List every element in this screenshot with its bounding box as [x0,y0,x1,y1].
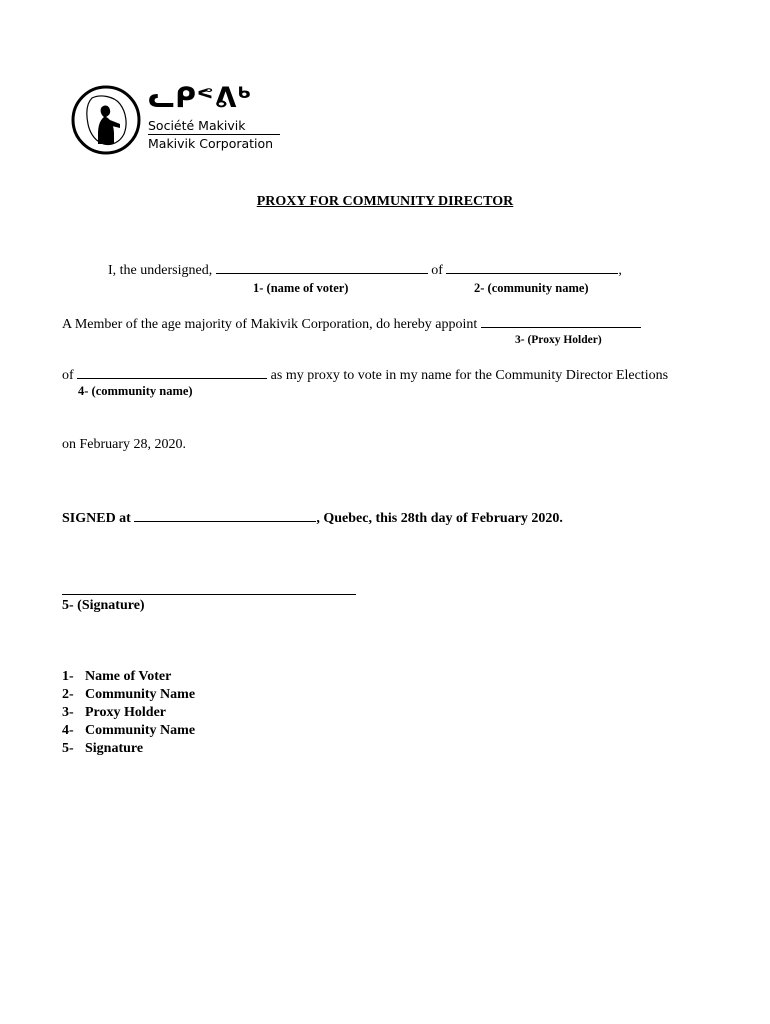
logo-syllabics: ᓚᑭᕝᕕᒃ [148,81,253,114]
undersigned-text: I, the undersigned, [108,263,213,278]
legend-number: 5- [62,741,74,756]
signature-label: 5- (Signature) [62,598,145,613]
appoint-line [62,315,641,333]
field-legend [62,668,195,758]
voter-name-label: 1- (name of voter) [253,281,349,295]
logo-name-english: Makivik Corporation [148,136,274,151]
legend-item [62,722,195,740]
makivik-emblem-icon [70,84,142,156]
proxy-community-line [62,366,668,384]
logo-name-french: Société Makivik [148,118,246,133]
legend-text: Community Name [85,723,196,738]
of-text: of [431,263,443,278]
logo-divider [148,134,280,135]
proxy-community-label: 4- (community name) [78,384,193,398]
legend-number: 3- [62,705,74,720]
legend-text: Community Name [85,687,196,702]
voter-community-label: 2- (community name) [474,281,589,295]
legend-item [62,740,195,758]
of-text-2: of [62,368,74,383]
signature-field[interactable] [62,594,356,595]
legend-text: Name of Voter [85,669,172,684]
date-line: on February 28, 2020. [62,437,187,452]
signed-line [62,509,563,527]
voter-line [108,261,622,279]
signed-location-field[interactable] [134,509,316,522]
signed-at-text: SIGNED at [62,511,131,526]
legend-item [62,704,195,722]
proxy-holder-label: 3- (Proxy Holder) [515,334,602,346]
legend-number: 1- [62,669,74,684]
legend-text: Signature [85,741,144,756]
voter-name-field[interactable] [216,261,428,274]
proxy-community-field[interactable] [77,366,267,379]
legend-number: 2- [62,687,74,702]
legend-number: 4- [62,723,74,738]
proxy-holder-field[interactable] [481,315,641,328]
legend-item [62,668,195,686]
voter-community-field[interactable] [446,261,618,274]
makivik-logo [70,82,290,158]
legend-text: Proxy Holder [85,705,167,720]
legend-item [62,686,195,704]
document-title: PROXY FOR COMMUNITY DIRECTOR [256,194,514,209]
comma-text: , [618,263,622,278]
proxy-text: as my proxy to vote in my name for the Community Director Elections [270,368,669,383]
appoint-text: A Member of the age majority of Makivik Corporation, do hereby appoint [62,317,478,332]
signed-date-text: , Quebec, this 28th day of February 2020. [316,511,563,526]
